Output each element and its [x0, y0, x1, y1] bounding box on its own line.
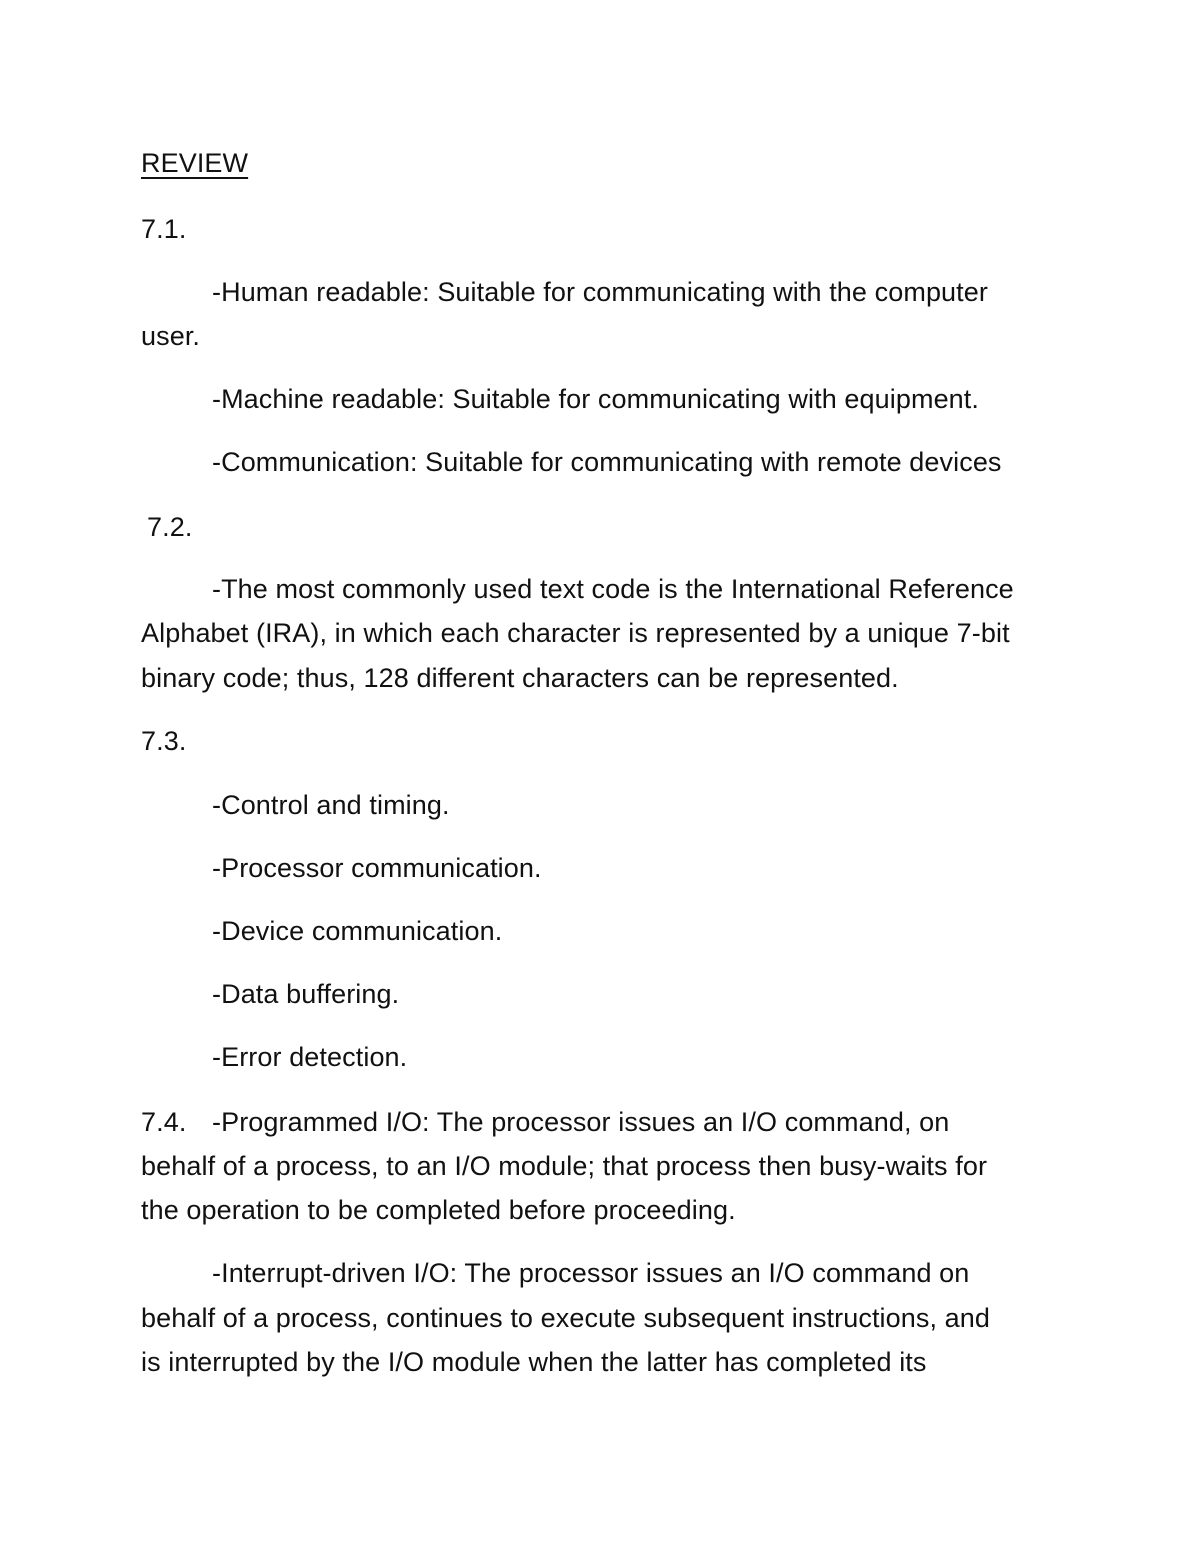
paragraph-line: -Human readable: Suitable for communicating with the computer: [212, 277, 988, 307]
paragraph-line: is interrupted by the I/O module when the latter has completed its: [141, 1347, 927, 1377]
paragraph-line: -Control and timing.: [212, 790, 450, 820]
paragraph-line: -Interrupt-driven I/O: The processor issues an I/O command on: [212, 1258, 970, 1288]
section-number-7-4: 7.4.: [141, 1107, 187, 1137]
paragraph-line: -Programmed I/O: The processor issues an I/O command, on: [212, 1107, 950, 1137]
paragraph-line: the operation to be completed before proceeding.: [141, 1195, 736, 1225]
paragraph-line: behalf of a process, to an I/O module; that process then busy-waits for: [141, 1151, 988, 1181]
paragraph-line: -Data buffering.: [212, 979, 400, 1009]
paragraph-line: Alphabet (IRA), in which each character is represented by a unique 7-bit: [141, 618, 1010, 648]
paragraph-line: -The most commonly used text code is the International Reference: [212, 574, 1014, 604]
paragraph-line: -Error detection.: [212, 1042, 408, 1072]
paragraph-line: -Machine readable: Suitable for communicating with equipment.: [212, 384, 980, 414]
paragraph-line: -Device communication.: [212, 916, 503, 946]
paragraph-line: -Processor communication.: [212, 853, 542, 883]
section-number-7-1: 7.1.: [141, 214, 187, 244]
paragraph-line: behalf of a process, continues to execute subsequent instructions, and: [141, 1303, 991, 1333]
section-number-7-2: 7.2.: [147, 512, 193, 542]
paragraph-line: user.: [141, 321, 201, 351]
section-number-7-3: 7.3.: [141, 726, 187, 756]
paragraph-line: binary code; thus, 128 different characters can be represented.: [141, 663, 899, 693]
document-heading: REVIEW: [141, 148, 249, 178]
paragraph-line: -Communication: Suitable for communicating with remote devices: [212, 447, 1002, 477]
